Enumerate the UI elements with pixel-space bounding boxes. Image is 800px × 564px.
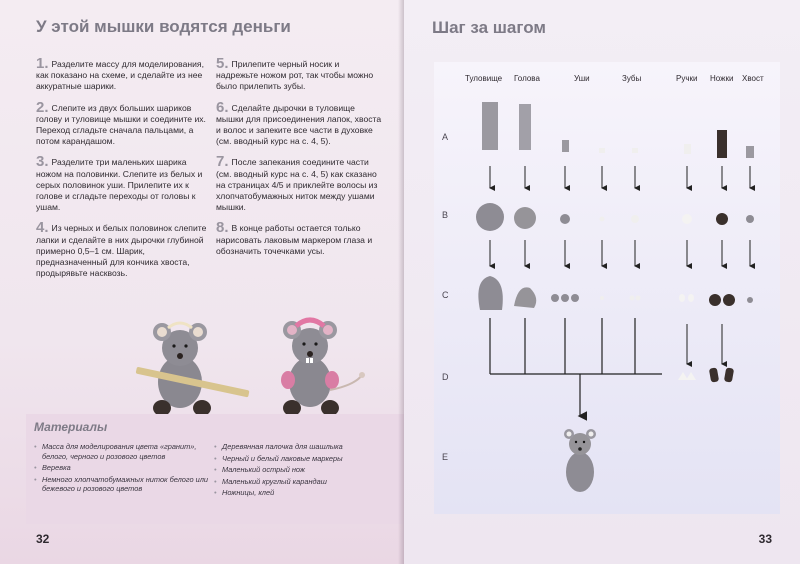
materials-list-1: [34, 442, 210, 496]
step-diagram: [434, 62, 780, 514]
arrows-b-c: [490, 240, 750, 266]
step-8: [216, 219, 382, 257]
step-number: 2.: [36, 98, 49, 116]
material-item: • Немного хлопчатобумажных ниток белого или бежевого и розового цветов: [34, 475, 210, 494]
column-header-teeth: Зубы: [622, 74, 642, 83]
column-header-arms: Ручки: [676, 74, 698, 83]
mice-photo: [130, 300, 370, 425]
steps-column-1: [36, 55, 212, 288]
right-page: [404, 0, 800, 564]
material-item: • Маленький круглый карандаш: [214, 477, 384, 487]
material-item: • Масса для моделирования цвета «гранит», белого, черного и розового цветов: [34, 442, 210, 461]
row-label-d: D: [442, 372, 449, 382]
step-text: Сделайте дырочки в туловище мышки для присоединения лапок, хвоста и волос и запеките все части в духовке (см. вводный курс на с. 4, 5).: [216, 102, 382, 147]
row-label-c: C: [442, 290, 449, 300]
material-item: • Черный и белый лаковые маркеры: [214, 454, 384, 464]
arrows-a-b: [490, 166, 750, 188]
assembly-bracket: [490, 318, 662, 416]
step-number: 5.: [216, 55, 229, 72]
steps-column-2: [216, 55, 382, 266]
step-number: 7.: [216, 153, 229, 171]
step-7: [216, 153, 382, 213]
step-text: Разделите три маленьких шарика ножом на половинки. Слепите из белых и серых половинок уши. Прилепите их к голове и сгладьте переходы от головы к ушам.: [36, 157, 203, 213]
step-1: [36, 55, 212, 93]
step-number: 8.: [216, 219, 229, 237]
material-item: • Ножницы, клей: [214, 488, 384, 498]
material-item: • Деревянная палочка для шашлыка: [214, 442, 384, 452]
column-header-tail: Хвост: [742, 74, 764, 83]
arrows-c-d: [687, 324, 722, 364]
step-number: 3.: [36, 153, 49, 171]
step-5: [216, 55, 382, 93]
step-2: [36, 98, 212, 148]
column-header-legs: Ножки: [710, 74, 734, 83]
material-item: • Маленький острый нож: [214, 465, 384, 475]
row-c-shapes: [478, 276, 753, 310]
column-header-ears: Уши: [574, 74, 590, 83]
page-title: Шаг за шагом: [432, 18, 546, 37]
page-title: У этой мышки водятся деньги: [36, 17, 291, 36]
step-6: [216, 98, 382, 148]
materials-title: Материалы: [34, 420, 108, 434]
step-text: Прилепите черный носик и надрежьте ножом рот, так чтобы можно было прилепить зубы.: [216, 59, 374, 92]
column-header-head: Голова: [514, 74, 540, 83]
material-item: • Веревка: [34, 463, 210, 473]
row-a-pieces: [482, 102, 754, 158]
row-b-balls: [476, 203, 754, 231]
materials-box: [26, 414, 404, 524]
step-number: 1.: [36, 55, 49, 72]
step-text: Из черных и белых половинок слепите лапки и сделайте в них дырочки глубиной примерно 0,5–1 см. Шарик, предназначенный для кончика хвоста, продырявьте насквозь.: [36, 223, 207, 279]
row-label-a: A: [442, 132, 449, 142]
page-number: 32: [36, 532, 50, 546]
mouse-with-stick-figure: [136, 323, 250, 416]
step-number: 4.: [36, 219, 49, 237]
row-d-parts: [678, 367, 734, 382]
page-number: 33: [758, 532, 772, 546]
row-label-e: E: [442, 452, 449, 462]
step-text: Разделите массу для моделирования, как показано на схеме, и сделайте из нее аккуратные шарики.: [36, 59, 204, 92]
assembled-mouse: [564, 429, 596, 492]
step-text: Слепите из двух больших шариков голову и туловище мышки и соедините их. Переход сгладьте сначала пальцами, а потом карандашом.: [36, 102, 206, 147]
step-4: [36, 219, 212, 279]
step-text: После запекания соедините части (см. вводный курс на с. 4, 5) как сказано на страницах 4/5 и приклейте волосы из хлопчатобумажных ниток между ушами мышки.: [216, 157, 378, 213]
step-number: 6.: [216, 98, 229, 116]
materials-list-2: [214, 442, 384, 500]
step-text: В конце работы остается только нарисовать лаковым маркером глаза и обозначить точечками усы.: [216, 223, 373, 256]
step-3: [36, 153, 212, 213]
column-header-body: Туловище: [465, 74, 503, 83]
row-label-b: B: [442, 210, 449, 220]
step-diagram-panel: [434, 62, 780, 514]
mouse-with-pink-hair-figure: [281, 320, 365, 416]
